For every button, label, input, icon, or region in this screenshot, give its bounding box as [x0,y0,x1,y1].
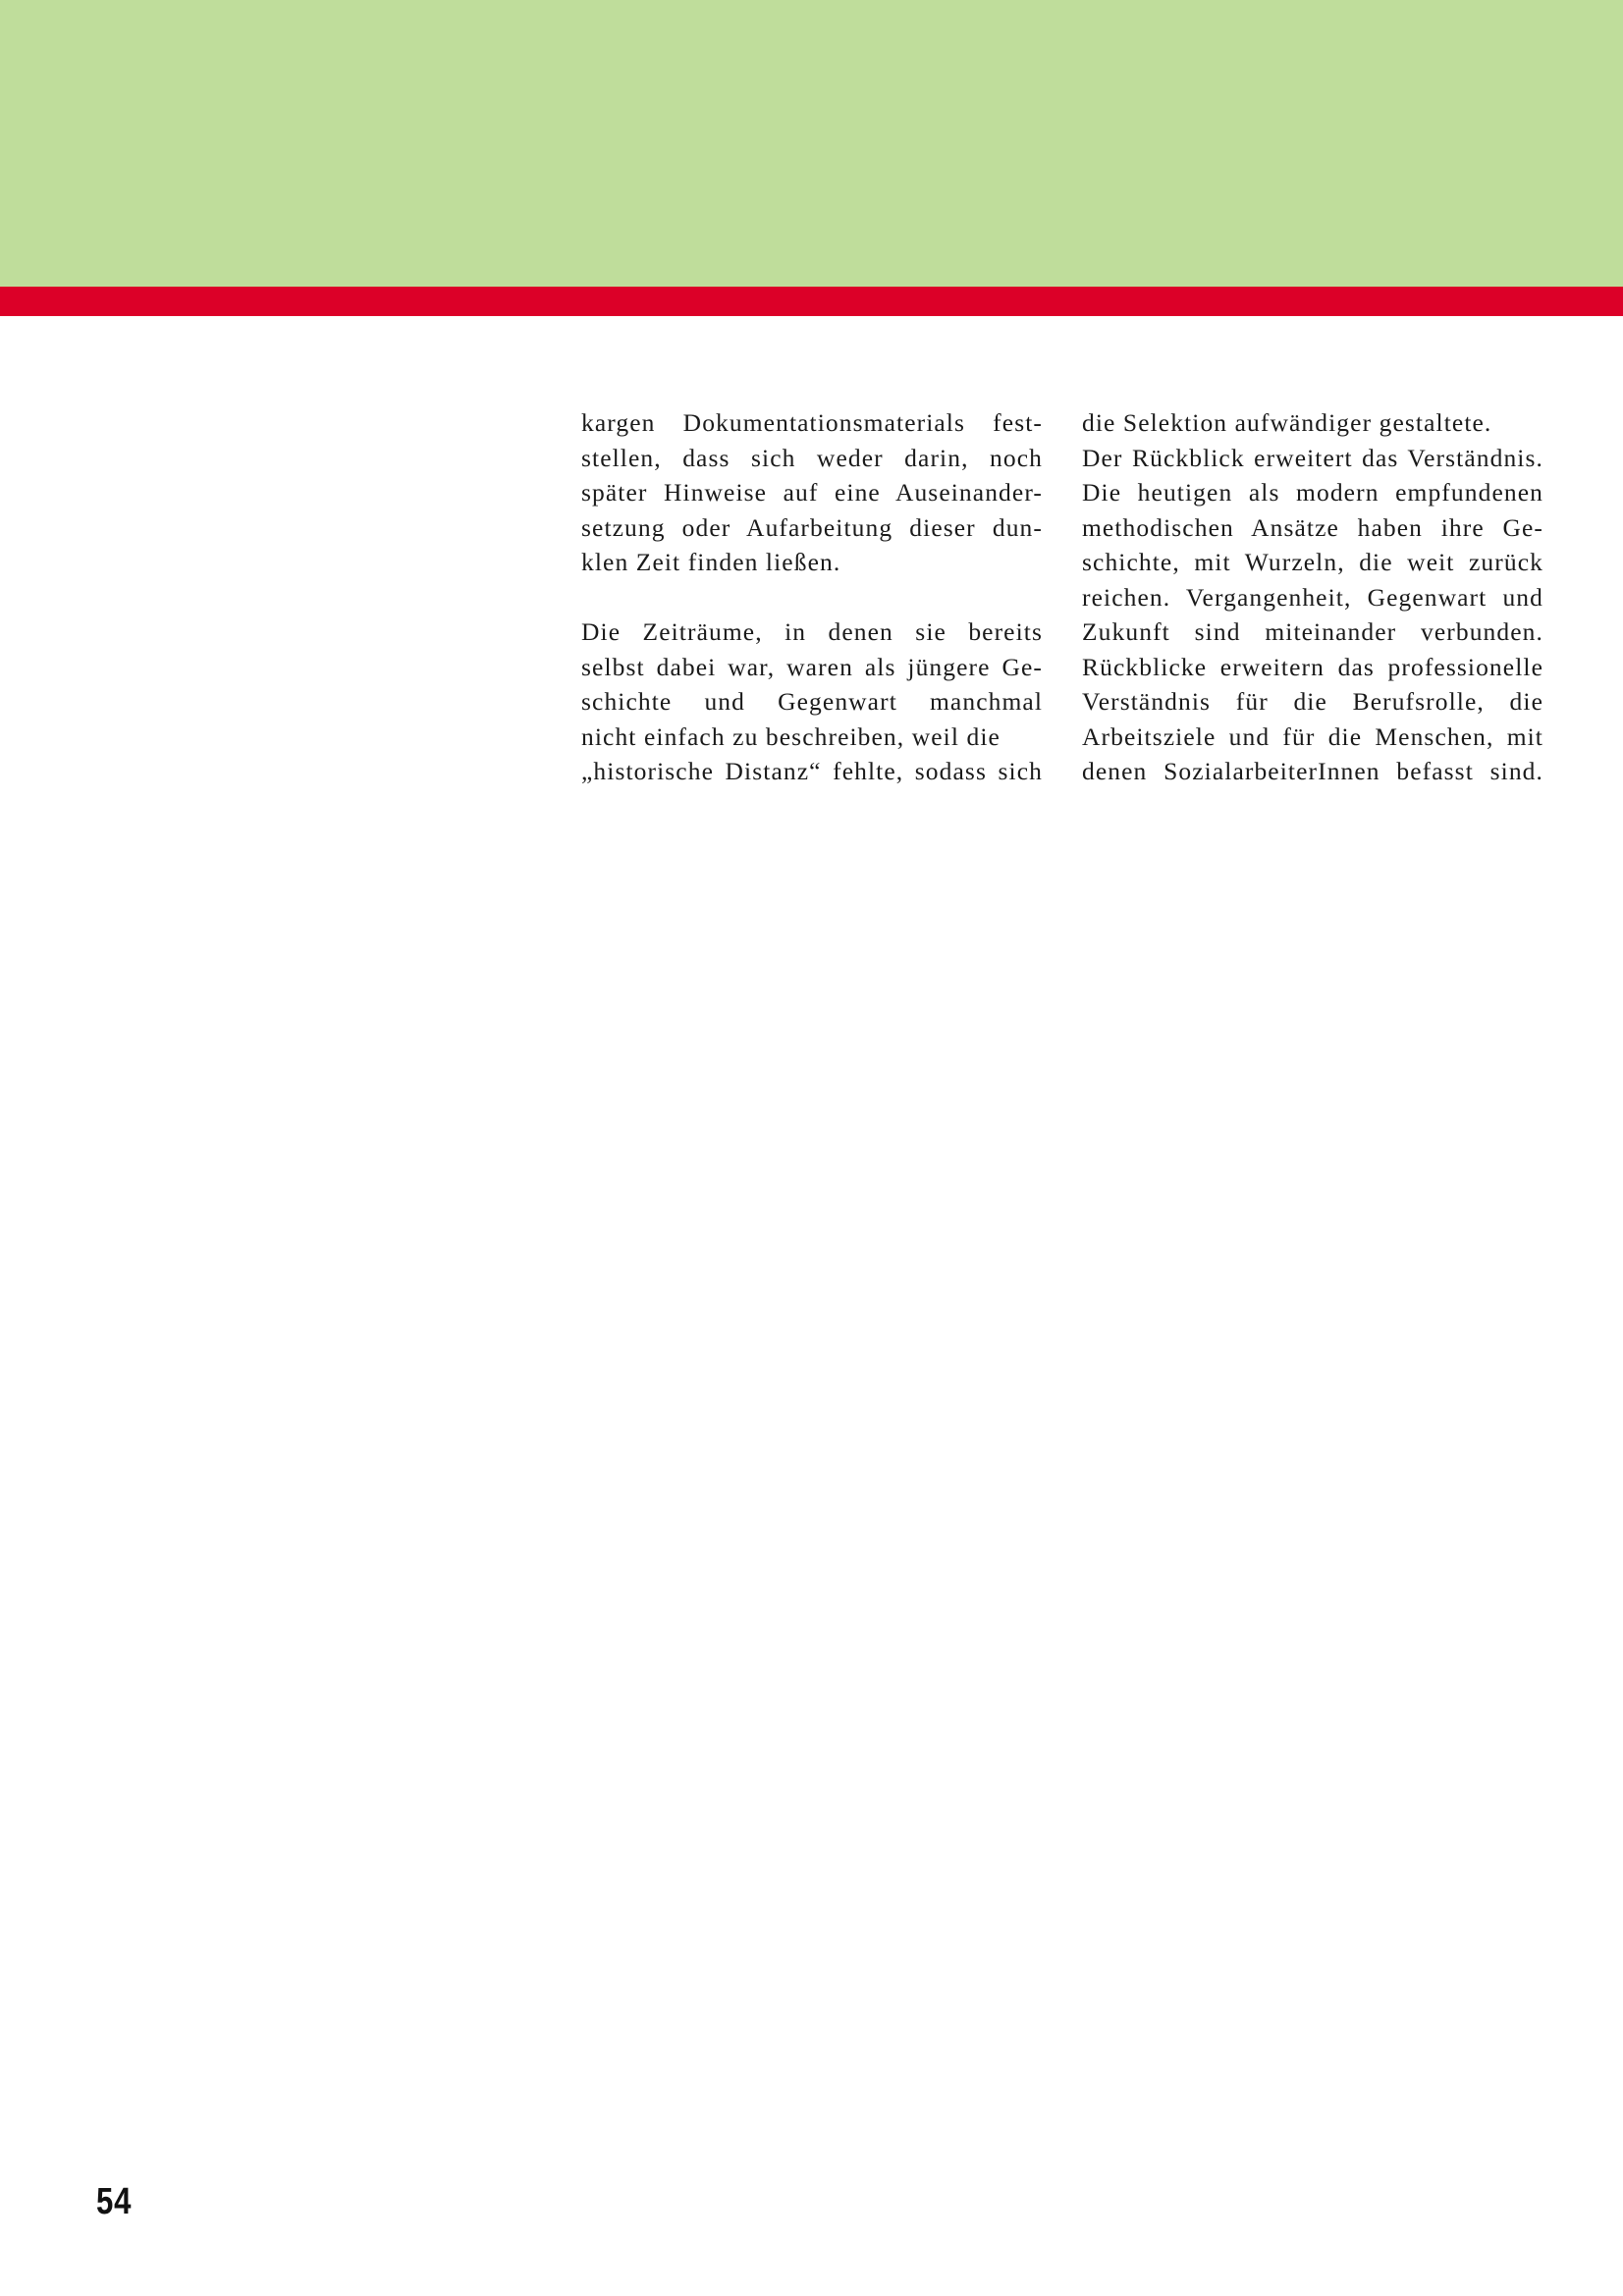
text-column-left [581,405,1043,789]
paragraph [1082,405,1543,789]
text-line: reichen. Vergangenheit, Gegenwart und [1082,582,1543,612]
text-line: Arbeitsziele und für die Menschen, mit [1082,721,1543,751]
accent-stripe [0,287,1623,316]
text-line: später Hinweise auf eine Auseinander- [581,478,1043,507]
text-line: Der Rückblick erweitert das Verständnis. [1082,443,1543,472]
paragraph [581,405,1043,580]
text-line: kargen Dokumentationsmaterials fest- [581,408,1043,437]
page-number: 54 [96,2181,133,2222]
text-line: die Selektion aufwändiger gestaltete. [1082,408,1492,437]
text-line: Zukunft sind miteinander verbunden. [1082,617,1543,646]
text-line: Die Zeiträume, in denen sie bereits [581,617,1043,646]
text-line: Verständnis für die Berufsrolle, die [1082,687,1543,716]
text-line: schichte, mit Wurzeln, die weit zurück [1082,548,1543,576]
text-line: schichte und Gegenwart manchmal [581,687,1043,716]
paragraph-gap [581,580,1043,615]
text-line: stellen, dass sich weder darin, noch [581,443,1043,472]
text-column-right [1082,405,1543,789]
text-line: selbst dabei war, waren als jüngere Ge- [581,652,1043,681]
text-line: klen Zeit finden ließen. [581,548,841,576]
text-line: methodischen Ansätze haben ihre Ge- [1082,512,1543,542]
paragraph [581,614,1043,789]
text-line: „historische Distanz“ fehlte, sodass sich [581,757,1043,785]
header-band [0,0,1623,287]
text-line: nicht einfach zu beschreiben, weil die [581,721,1001,751]
text-line: setzung oder Aufarbeitung dieser dun- [581,512,1043,542]
text-line: Rückblicke erweitern das professionelle [1082,652,1543,681]
text-line: Die heutigen als modern empfundenen [1082,478,1543,507]
text-line: denen SozialarbeiterInnen befasst sind. [1082,757,1543,785]
